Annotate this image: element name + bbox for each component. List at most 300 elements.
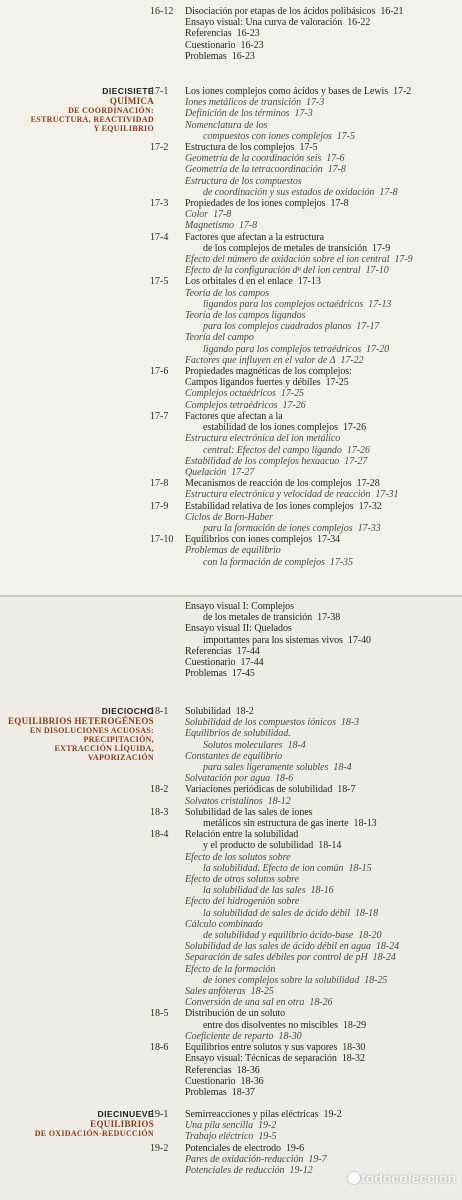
entry-page-number: 18-4 [333,762,352,774]
toc-entry [185,668,462,679]
entry-page-number: 19-12 [289,1165,313,1177]
entry-page-number: 17-34 [317,534,341,546]
toc-section [0,601,462,679]
entry-page-number: 17-26 [342,422,367,434]
entry-page-number: 17-13 [297,276,321,288]
entry-title: Color [185,209,209,221]
toc-entry [185,728,462,739]
entry-page-number: 16-23 [236,28,260,40]
toc-entry [185,997,462,1008]
entry-title: Factores que afectan a la [185,410,283,422]
entry-page-number: 17-5 [336,130,355,142]
entry-page-number: 17-25 [325,377,349,389]
toc-continuation-17 [0,601,462,679]
toc-entry [185,142,462,153]
section-items [185,232,462,277]
section-items [185,784,462,806]
entry-title: Teoría del campo [185,332,254,344]
toc-entry [185,400,462,411]
toc-continuation-16 [0,6,462,62]
toc-entry [185,131,462,142]
entry-title: la solubilidad de sales de ácido débil [203,907,350,919]
entry-title: Sales anfóteras [185,986,246,998]
entry-title: Cuestionario [185,657,236,669]
logo-dot-icon [348,1172,360,1184]
entry-page-number: 16-22 [347,17,371,29]
toc-entry [185,176,462,187]
toc-entry [185,986,462,997]
entry-title: Propiedades magnéticas de los complejos: [185,366,352,378]
entry-page-number: 18-30 [342,1042,366,1054]
toc-entry [185,288,462,299]
toc-entry [185,1008,462,1019]
entry-page-number: 17-9 [394,254,413,266]
entry-title: Efecto de la configuración dⁿ del ion central [185,265,361,277]
entry-page-number: 19-2 [323,1109,342,1120]
section-number: 17-9 [150,500,169,512]
entry-title: Estructura electrónica del ion metálico [185,433,341,445]
entry-page-number: 18-26 [309,997,333,1009]
toc-entry [185,623,462,634]
toc-entry [185,1053,462,1064]
entry-title: Equilibrios con iones complejos [185,534,313,546]
entry-title: Distribución de un soluto [185,1008,286,1020]
section-number: 19-2 [150,1142,169,1154]
entry-page-number: 17-27 [344,455,368,467]
section-number: 17-10 [150,534,174,546]
toc-section [0,829,462,1008]
entry-title: Ensayo visual I: Complejos [185,601,294,612]
chapter-title-line: VAPORIZACIÓN [87,753,154,762]
toc-entry [185,863,462,874]
toc-entry [185,930,462,941]
entry-page-number: 17-2 [393,86,412,97]
toc-entry [185,6,462,17]
entry-page-number: 17-8 [327,164,346,176]
entry-title: de los metales de transición [203,612,313,624]
toc-entry [185,908,462,919]
toc-entry [185,796,462,807]
entry-page-number: 17-44 [240,657,264,669]
entry-title: Ensayo visual: Técnicas de separación [185,1053,337,1065]
entry-title: Relación entre la solubilidad [185,829,299,841]
toc-entry [185,164,462,175]
entry-title: Estructura de los complejos [185,142,295,154]
entry-title: Solubilidad de las sales de iones [185,806,313,818]
section-number: 19-1 [150,1109,169,1120]
toc-entry [185,344,462,355]
entry-page-number: 17-8 [238,220,258,232]
chapter-number: DIECINUEVE [97,1109,154,1119]
entry-title: de los complejos de metales de transición [203,242,368,254]
section-number: 18-5 [150,1008,169,1020]
entry-title: para los complejos cuadrados planos [203,321,352,333]
toc-entry [185,1154,462,1165]
toc-entry [185,355,462,366]
entry-page-number: 18-36 [236,1064,260,1076]
entry-page-number: 17-33 [357,522,381,534]
toc-entry [185,1120,462,1131]
entry-title: Efecto de la formación [185,963,276,975]
entry-title: ligandos para los complejos octaédricos [203,298,364,310]
entry-title: Efecto de otros solutos sobre [185,874,299,886]
entry-page-number: 17-8 [379,186,398,198]
toc-entry [185,1087,462,1098]
entry-page-number: 17-35 [329,556,353,568]
entry-title: Los orbitales d en el enlace [185,276,293,288]
entry-title: metálicos sin estructura de gas inerte [203,818,349,830]
toc-chapter-19-entries [0,1109,462,1176]
entry-title: la solubilidad de las sales [203,885,306,897]
entry-title: de iones complejos sobre la solubilidad [203,974,360,986]
toc-entry [185,784,462,795]
toc-entry [185,706,462,717]
entry-title: Definición de los términos [185,108,290,120]
toc-entry [185,896,462,907]
entry-page-number: 19-6 [285,1142,305,1154]
entry-title: Trabajo eléctrico [185,1131,254,1143]
toc-entry [185,232,462,243]
entry-title: Geometría de la tetracoordinación [185,164,323,176]
toc-entry [185,366,462,377]
entry-title: Estructura electrónica y velocidad de reacción [185,489,371,501]
toc-section [0,501,462,535]
entry-page-number: 17-9 [372,242,391,254]
entry-page-number: 18-4 [287,739,306,751]
section-number: 18-6 [150,1042,169,1054]
entry-page-number: 17-40 [347,634,371,646]
entry-page-number: 17-6 [326,153,345,165]
entry-title: importantes para los sistemas vivos [203,634,343,646]
entry-title: Solutos moleculares [203,739,283,751]
entry-page-number: 17-8 [330,198,349,210]
entry-page-number: 17-20 [366,343,390,355]
entry-page-number: 17-26 [346,444,370,456]
entry-page-number: 18-2 [235,706,254,717]
entry-title: ligando para los complejos tetraédricos [203,343,362,355]
section-items [185,411,462,478]
chapter-title-line: Y EQUILIBRIO [93,124,154,133]
section-number: 17-4 [150,231,169,243]
section-items [185,501,462,535]
toc-entry [185,885,462,896]
toc-entry [185,657,462,668]
chapter-title-line: PRECIPITACIÓN, [83,735,154,744]
entry-title: Propiedades de los iones complejos [185,198,326,210]
toc-entry [185,445,462,456]
toc-entry [185,829,462,840]
toc-entry [185,456,462,467]
entry-page-number: 17-22 [340,354,364,366]
entry-title: Factores que influyen en el valor de Δ [185,354,336,366]
toc-entry [185,952,462,963]
toc-entry [185,1031,462,1042]
toc-page-lower [0,597,462,1200]
entry-title: Efecto del número de oxidación sobre el ion central [185,254,390,266]
toc-entry [185,254,462,265]
toc-entry [185,818,462,829]
toc-entry [185,646,462,657]
toc-section [0,6,462,62]
entry-title: Nomenclatura de los [185,119,268,131]
entry-page-number: 18-7 [337,784,356,796]
entry-title: Solubilidad de los compuestos iónicos [185,717,336,729]
entry-title: Efecto de los solutos sobre [185,851,291,863]
chapter-title-line: EQUILIBRIOS HETEROGÉNEOS [8,716,154,726]
entry-title: Mecanismos de reacción de los complejos [185,478,352,490]
entry-title: la solubilidad. Efecto de ion común [203,862,344,874]
entry-title: Problemas de equilibrio [185,545,281,557]
toc-entry [185,612,462,623]
section-number: 18-2 [150,784,169,796]
section-number: 18-3 [150,806,169,818]
section-number: 17-8 [150,478,169,490]
entry-page-number: 17-10 [365,265,389,277]
toc-entry [185,534,462,545]
entry-title: Efecto del hidrogenión sobre [185,896,300,908]
entry-title: de coordinación y sus estados de oxidación [203,186,375,198]
toc-entry [185,751,462,762]
section-number: 18-1 [150,706,169,717]
entry-title: Cálculo combinado [185,918,263,930]
section-items [185,534,462,568]
entry-title: Constantes de equilibrio [185,750,283,762]
toc-section [0,1008,462,1042]
entry-title: entre dos disolventes no miscibles [203,1019,338,1031]
entry-page-number: 18-30 [278,1030,302,1042]
entry-page-number: 17-38 [317,612,341,624]
toc-section [0,232,462,277]
entry-title: Campos ligandos fuertes y débiles [185,377,321,389]
section-items [185,366,462,411]
toc-entry [185,120,462,131]
entry-title: Cuestionario [185,1075,236,1087]
section-number: 18-4 [150,829,169,841]
entry-page-number: 18-6 [275,773,294,785]
entry-title: Disociación por etapas de los ácidos polibásicos [185,6,376,17]
entry-title: Estructura de los compuestos [185,175,302,187]
toc-entry [185,321,462,332]
section-items [185,1008,462,1042]
entry-page-number: 18-16 [310,885,334,897]
entry-title: Equilibrios entre solutos y sus vapores [185,1042,338,1054]
toc-section [0,276,462,366]
entry-title: Geometría de la coordinación seis [185,153,322,165]
section-number: 17-3 [150,198,169,210]
toc-entry [185,478,462,489]
toc-entry [185,919,462,930]
toc-entry [185,852,462,863]
toc-entry [185,1020,462,1031]
entry-title: estabilidad de los iones complejos [203,422,338,434]
entry-page-number: 18-14 [318,840,342,852]
entry-title: para la formación de iones complejos [203,522,353,534]
toc-section [0,1042,462,1098]
entry-page-number: 18-25 [364,974,388,986]
chapter-title-line: DE OXIDACIÓN-REDUCCIÓN [34,1129,154,1138]
toc-entry [185,1109,462,1120]
entry-page-number: 16-23 [240,39,264,51]
toc-entry [185,840,462,851]
section-items [185,601,462,679]
toc-entry [185,243,462,254]
section-items [185,198,462,232]
toc-entry [185,388,462,399]
entry-title: Pares de oxidación-reducción [185,1153,304,1165]
entry-title: Ciclos de Born-Haber [185,511,273,523]
entry-page-number: 19-7 [308,1153,327,1165]
toc-section [0,198,462,232]
entry-page-number: 17-44 [236,645,260,657]
entry-page-number: 18-20 [358,930,382,942]
section-number: 17-5 [150,276,169,288]
toc-entry [185,512,462,523]
toc-entry [185,874,462,885]
entry-title: Teoría de los campos ligandos [185,310,306,322]
toc-section [0,478,462,500]
section-number: 17-1 [150,86,169,97]
entry-page-number: 17-45 [231,668,255,680]
entry-page-number: 18-29 [342,1019,367,1031]
toc-section [0,86,462,142]
toc-section [0,366,462,411]
entry-page-number: 18-18 [354,907,379,919]
section-items [185,276,462,366]
section-items [185,6,462,62]
toc-entry [185,299,462,310]
toc-entry [185,740,462,751]
toc-section [0,142,462,198]
watermark-logo: todocoleccion [348,1170,456,1186]
entry-page-number: 17-31 [375,489,399,501]
entry-title: Solvatos cristalinos [185,795,263,807]
toc-entry [185,433,462,444]
toc-section [0,784,462,806]
entry-page-number: 18-13 [353,818,377,830]
entry-title: Conversión de una sal en otra [185,997,305,1009]
entry-page-number: 19-5 [258,1131,277,1143]
entry-title: Problemas [185,1086,227,1098]
entry-title: Solvatación por agua [185,773,271,785]
entry-page-number: 17-3 [294,108,313,120]
toc-entry [185,198,462,209]
entry-page-number: 18-32 [341,1053,365,1065]
toc-entry [185,411,462,422]
toc-entry [185,422,462,433]
entry-title: Solubilidad de las sales de ácido débil en agua [185,941,371,953]
toc-entry [185,97,462,108]
toc-entry [185,762,462,773]
entry-page-number: 17-25 [280,388,304,400]
entry-title: Equilibrios de solubilidad. [185,728,291,740]
entry-page-number: 17-17 [356,321,380,333]
entry-page-number: 17-3 [306,97,325,109]
entry-title: y el producto de solubilidad [203,840,314,852]
entry-title: Estabilidad relativa de los iones complejos [185,500,354,512]
entry-title: Magnetismo [185,220,234,232]
toc-entry [185,332,462,343]
entry-title: Potenciales de electrodo [185,1142,281,1154]
entry-title: compuestos con iones complejos [203,130,332,142]
entry-page-number: 19-2 [258,1120,277,1132]
entry-title: Estabilidad de los complejos hexaacuo [185,455,340,467]
toc-entry [185,1131,462,1142]
toc-entry [185,467,462,478]
entry-page-number: 18-12 [267,795,291,807]
toc-entry [185,807,462,818]
toc-entry [185,17,462,28]
entry-title: Referencias [185,1064,232,1076]
entry-title: Complejos tetraédricos [185,399,278,411]
entry-title: Los iones complejos como ácidos y bases de Lewis [185,86,389,97]
toc-entry [185,86,462,97]
toc-entry [185,51,462,62]
toc-entry [185,545,462,556]
toc-chapter-18-entries [0,706,462,1098]
entry-title: Ensayo visual II: Quelados [185,623,292,635]
entry-page-number: 17-5 [299,142,318,154]
toc-entry [185,310,462,321]
toc-entry [185,489,462,500]
toc-entry [185,1065,462,1076]
toc-entry [185,28,462,39]
entry-title: Separación de sales débiles por control de pH [185,952,368,964]
toc-entry [185,717,462,728]
toc-section [0,411,462,478]
entry-title: para sales ligeramente solubles [203,762,329,774]
section-items [185,706,462,784]
section-items [185,478,462,500]
section-items [185,86,462,142]
toc-entry [185,1042,462,1053]
entry-title: Una pila sencilla [185,1120,254,1132]
chapter-title-line: EN DISOLUCIONES ACUOSAS: [29,726,154,735]
entry-title: Factores que afectan a la estructura [185,231,324,243]
toc-entry [185,377,462,388]
entry-page-number: 18-15 [348,862,372,874]
chapter-title-line: ESTRUCTURA, REACTIVIDAD [30,115,154,124]
toc-section [0,706,462,784]
chapter-number: DIECIOCHO [101,706,154,716]
chapter-title-line: EXTRACCIÓN LÍQUIDA, [54,744,154,753]
toc-entry [185,975,462,986]
chapter-number: DIECISIETE [102,86,154,96]
toc-entry [185,501,462,512]
toc-entry [185,265,462,276]
entry-page-number: 18-37 [231,1086,255,1098]
entry-title: Cuestionario [185,39,236,51]
toc-entry [185,276,462,287]
entry-title: Potenciales de reducción [185,1165,285,1177]
toc-entry [185,523,462,534]
chapter-title-line: EQUILIBRIOS [90,1119,154,1129]
section-items [185,142,462,198]
entry-title: Ensayo visual: Una curva de valoración [185,17,343,29]
section-number: 16-12 [150,6,174,17]
entry-title: Coeficiente de reparto [185,1030,274,1042]
section-items [185,829,462,1008]
entry-title: Quelación [185,466,227,478]
toc-page-upper [0,0,462,596]
entry-title: Iones metálicos de transición [185,97,302,109]
entry-title: de solubilidad y equilibrio ácido-base [203,930,354,942]
toc-entry [185,557,462,568]
toc-entry [185,209,462,220]
entry-page-number: 18-3 [340,717,360,729]
toc-chapter-17-entries [0,86,462,568]
entry-page-number: 16-23 [231,50,255,62]
toc-entry [185,773,462,784]
